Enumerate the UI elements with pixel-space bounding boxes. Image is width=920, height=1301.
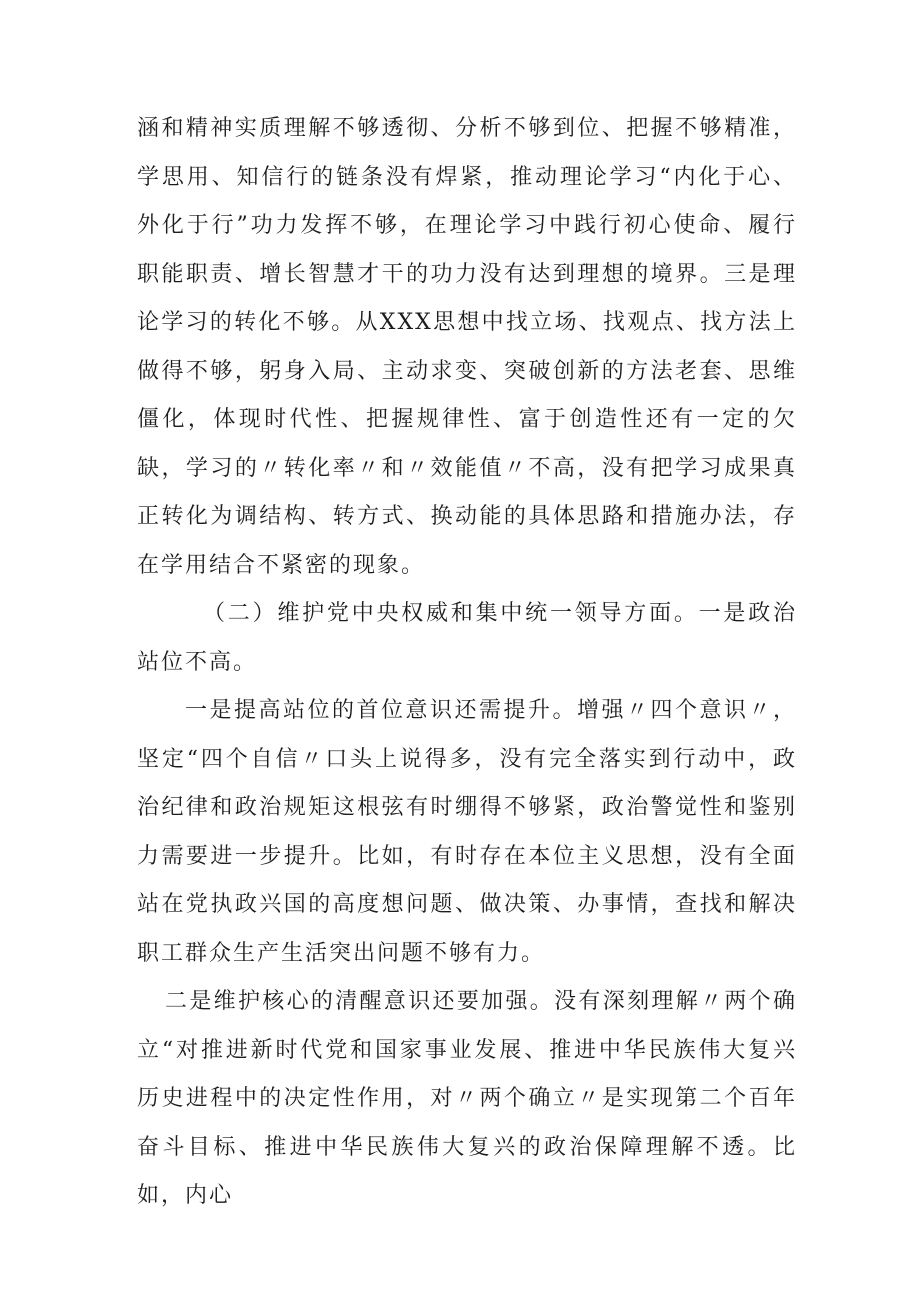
document-body — [137, 105, 797, 1221]
paragraph-section-heading: （二）维护党中央权威和集中统一领导方面。一是政治站位不高。 — [137, 601, 797, 675]
paragraph-point-one: 一是提高站位的首位意识还需提升。增强〃四个意识〃，坚定“四个自信〃口头上说得多，没有完全落实到行动中，政治纪律和政治规矩这根弦有时绷得不够紧，政治警觉性和鉴别力需要进一步提升。比如，有时存在本位主义思想，没有全面站在党执政兴国的高度想问题、做决策、办事情，查找和解决职工群众生产生活突出问题不够有力。 — [137, 698, 797, 966]
paragraph-point-two: 二是维护核心的清醒意识还要加强。没有深刻理解〃两个确立“对推进新时代党和国家事业发展、推进中华民族伟大复兴历史进程中的决定性作用，对〃两个确立〃是实现第二个百年奋斗目标、推进中华民族伟大复兴的政治保障理解不透。比如，内心 — [137, 989, 797, 1208]
paragraph-continuation: 涵和精神实质理解不够透彻、分析不够到位、把握不够精准，学思用、知信行的链条没有焊紧，推动理论学习“内化于心、外化于行”功力发挥不够，在理论学习中践行初心使命、履行职能职责、增长智慧才干的功力没有达到理想的境界。三是理论学习的转化不够。从XXX思想中找立场、找观点、找方法上做得不够，躬身入局、主动求变、突破创新的方法老套、思维僵化，体现时代性、把握规律性、富于创造性还有一定的欠缺，学习的〃转化率〃和〃效能值〃不高，没有把学习成果真正转化为调结构、转方式、换动能的具体思路和措施办法，存在学用结合不紧密的现象。 — [137, 116, 797, 578]
